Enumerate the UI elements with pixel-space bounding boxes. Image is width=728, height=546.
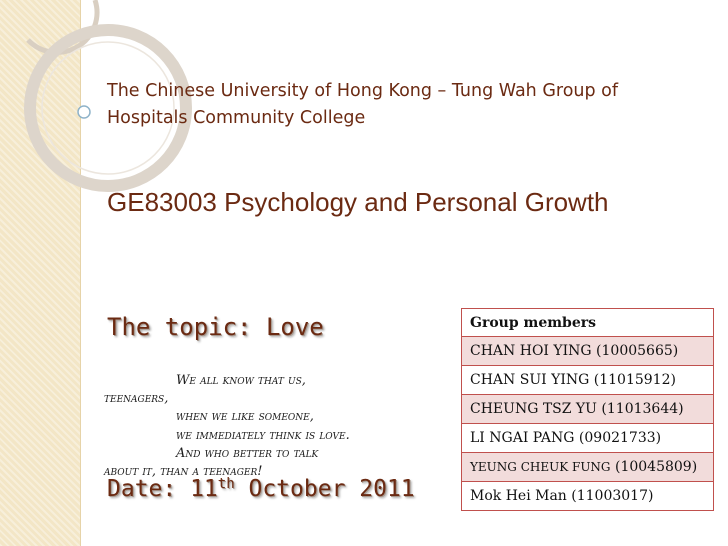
table-row (462, 337, 714, 366)
quote-line: teenagers, (104, 391, 169, 407)
table-row (462, 395, 714, 424)
member-name: YEUNG CHEUK FUNG (470, 460, 611, 474)
quote-text (104, 372, 464, 481)
quote-line: we immediately think is love. (176, 427, 350, 443)
group-members-table (461, 308, 714, 511)
table-row (462, 366, 714, 395)
member-cell: CHEUNG TSZ YU (11013644) (462, 395, 714, 424)
presentation-date (107, 476, 415, 502)
table-row (462, 482, 714, 511)
slide-title: The Chinese University of Hong Kong – Tung Wah Group of Hospitals Community College (107, 81, 619, 128)
quote-line: And who better to talk (176, 445, 319, 461)
table-header: Group members (462, 309, 714, 337)
member-cell: Mok Hei Man (11003017) (462, 482, 714, 511)
date-prefix: Date: 11 (107, 476, 218, 502)
topic-heading: The topic: Love (107, 313, 324, 341)
date-suffix: October 2011 (234, 476, 415, 502)
table-header-row (462, 309, 714, 337)
quote-line: about it, than a teenager! (104, 464, 263, 480)
member-cell: CHAN SUI YING (11015912) (462, 366, 714, 395)
quote-line: when we like someone, (176, 409, 314, 425)
member-cell (462, 453, 714, 482)
date-ordinal-suffix: th (217, 476, 235, 492)
decorative-side-band (0, 0, 81, 546)
member-cell: LI NGAI PANG (09021733) (462, 424, 714, 453)
table-row (462, 424, 714, 453)
member-cell: CHAN HOI YING (10005665) (462, 337, 714, 366)
table-row (462, 453, 714, 482)
course-title: GE83003 Psychology and Personal Growth (107, 187, 609, 217)
quote-line: We all know that us, (176, 373, 306, 388)
member-id: (10045809) (614, 459, 698, 475)
